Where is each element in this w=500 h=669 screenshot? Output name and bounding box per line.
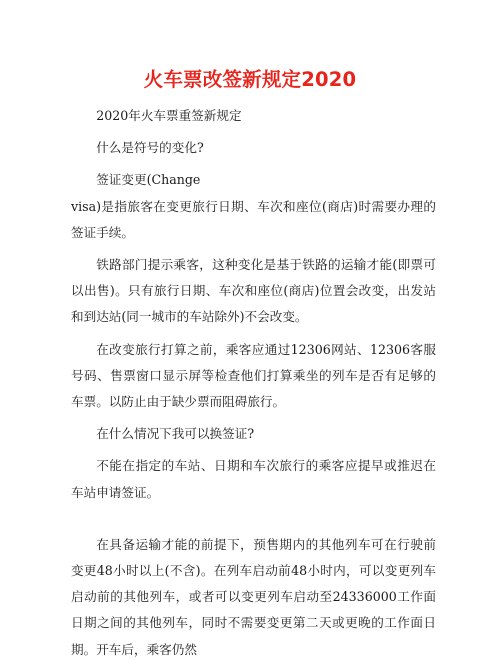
paragraph: 2020年火车票重签新规定 [96,108,242,123]
paragraph: 铁路部门提示乘客，这种变化是基于铁路的运输才能(即票可以出售)。只有旅行日期、车次和座位(商店)位置会改变，出发站和到达站(同一城市的车站除外)不会改变。 [71,257,436,325]
paragraph: 不能在指定的车站、日期和车次旅行的乘客应提早或推迟在车站申请签证。 [71,458,436,500]
document-title: 火车票改签新规定2020 [143,68,357,91]
paragraph: 在改变旅行打算之前，乘客应通过12306网站、12306客服号码、售票窗口显示屏等检查他们打算乘坐的列车是否有足够的车票。以防止由于缺少票而阻碍旅行。 [71,341,436,410]
paragraph: visa)是指旅客在变更旅行日期、车次和座位(商店)时需要办理的签证手续。 [71,198,436,240]
document-body [71,103,436,669]
paragraph-gap [71,512,436,532]
paragraph: 在什么情况下我可以换签证? [96,426,255,442]
paragraph: 在具备运输才能的前提下，预售期内的其他列车可在行驶前变更48小时以上(不含)。在列车启动前48小时内，可以变更列车启动前的其他列车，或者可以变更列车启动至24336000工作面日期之间的其他列车，同时不需要变更第二天或更晚的工作面日期。开车后，乘客仍然 [71,536,436,657]
paragraph: 什么是符号的变化? [96,140,204,156]
paragraph: 签证变更(Change [96,172,201,188]
